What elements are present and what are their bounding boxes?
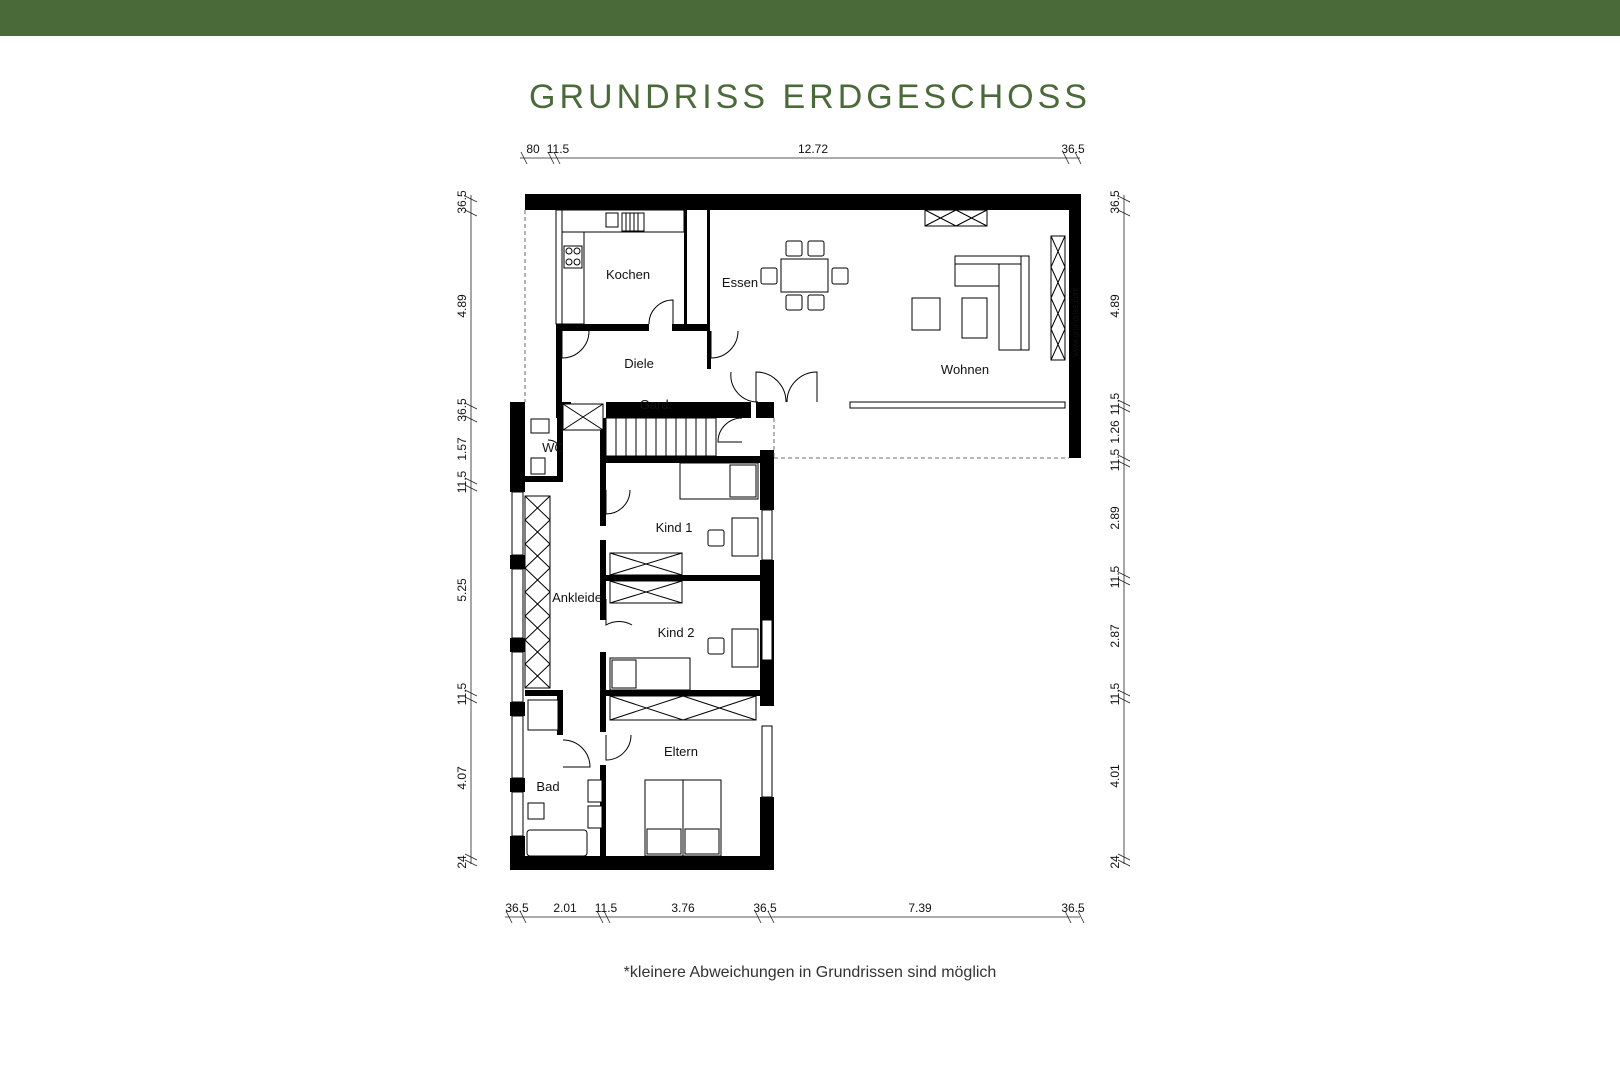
room-label-wohnen: Wohnen [940,362,990,377]
dim-bottom-2-01: 2.01 [553,901,577,915]
disclaimer-note: *kleinere Abweichungen in Grundrissen sind möglich [623,964,997,981]
dim-bottom-7-39: 7.39 [908,901,932,915]
dim-top-12-72: 12.72 [797,142,829,156]
dim-left-36-5-b: 36.5 [455,398,469,422]
page-title: GRUNDRISS ERDGESCHOSS [529,78,1091,116]
dim-right-24: 24 [1108,855,1122,869]
dim-right-4-01: 4.01 [1108,764,1122,788]
dim-left-11-5-b: 11.5 [455,682,469,706]
floor-plan [440,135,1140,960]
dim-right-11-5-c: 11.5 [1108,565,1122,589]
watermark-text: www.grundriss.com [1071,287,1080,357]
room-label-eltern: Eltern [664,744,698,759]
dim-left-36-5-a: 36.5 [455,190,469,214]
dim-left-24: 24 [455,855,469,869]
dim-right-2-87: 2.87 [1108,624,1122,648]
room-label-ankleide: Ankleide [552,590,602,605]
dim-right-4-89: 4.89 [1108,294,1122,318]
dim-right-11-5-d: 11.5 [1108,682,1122,706]
room-label-kochen: Kochen [605,267,651,282]
dim-left-1-57: 1.57 [455,437,469,461]
dim-right-11-5-b: 11.5 [1108,448,1122,472]
dim-top-11-5: 11.5 [546,142,570,156]
dim-top-36-5: 36.5 [1061,142,1085,156]
dim-right-2-89: 2.89 [1108,506,1122,530]
dim-bottom-36-5-a: 36.5 [505,901,529,915]
room-label-diele: Diele [624,356,654,371]
dim-bottom-36-5-b: 36.5 [753,901,777,915]
dim-bottom-3-76: 3.76 [671,901,695,915]
dim-right-11-5-a: 11.5 [1108,392,1122,416]
room-label-wc: WC [542,440,564,455]
dim-left-5-25: 5.25 [455,578,469,602]
dim-bottom-36-5-c: 36.5 [1061,901,1085,915]
room-label-bad: Bad [536,779,560,794]
room-label-kind2: Kind 2 [657,625,695,640]
dim-left-4-07: 4.07 [455,766,469,790]
room-label-essen: Essen [721,275,759,290]
top-bar [0,0,1620,36]
dim-right-1-26: 1.26 [1108,420,1122,444]
room-label-gard: Gard. [639,397,673,412]
dim-top-80: 80 [526,142,540,156]
room-label-kind1: Kind 1 [655,520,693,535]
dim-left-11-5-a: 11.5 [455,470,469,494]
dim-right-36-5: 36.5 [1108,190,1122,214]
dim-left-4-89: 4.89 [455,294,469,318]
dim-bottom-11-5: 11.5 [594,901,618,915]
